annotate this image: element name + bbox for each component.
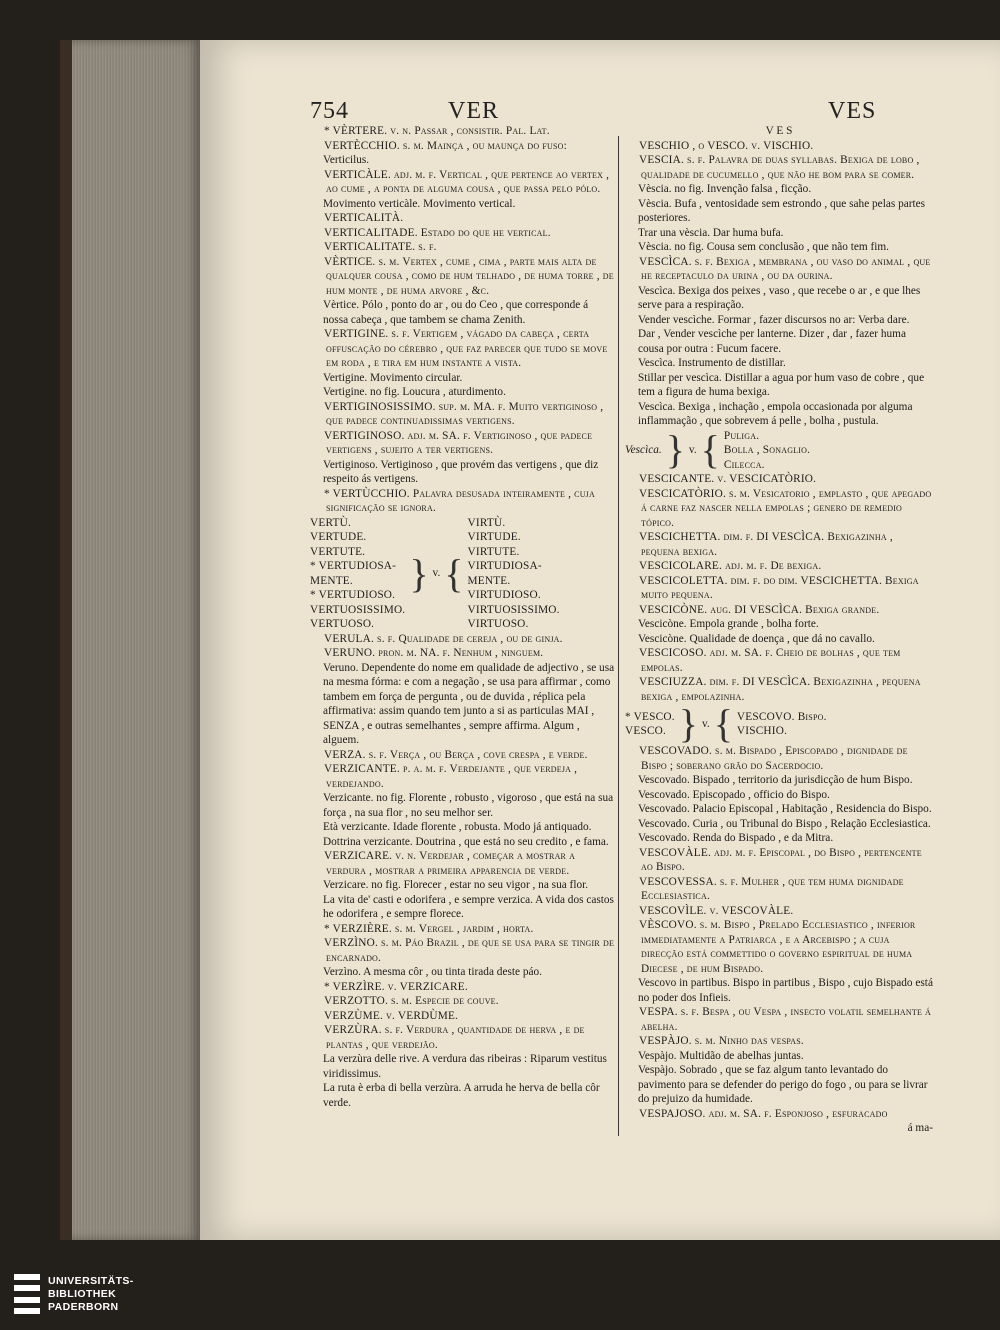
entry-sense: Vescovado. Bispado , territorio da jurisdicção de hum Bispo.	[638, 774, 913, 786]
entry-sense: La vita de' casti e odorifera , e sempre verzica. A vida dos castos he odorifera , e sempre florece.	[323, 893, 614, 920]
entry-sense: Stillar per vescìca. Distillar a agua por hum vaso de cobre , que tem a figura de huma bexiga.	[638, 371, 925, 398]
dictionary-entry: VESPÀJO. s. m. Ninho das vespas.	[639, 1035, 804, 1047]
entry-sense: Verzicante. no fig. Florente , robusto , vigoroso , que está na sua força , na sua flor , no seu melhor ser.	[323, 792, 614, 819]
entry-sense: Vertigine. no fig. Loucura , aturdimento.	[323, 386, 506, 398]
bracket-term: Cilecca.	[723, 458, 765, 471]
dictionary-entry: VERTICALITADE. Estado do que he vertical.	[324, 226, 551, 239]
entry-sense: Vertigine. Movimento circular.	[323, 371, 463, 384]
cross-reference-bracket	[625, 701, 933, 746]
entry-sense: Età verzicante. Idade florente , robusta. Modo já antiquado.	[323, 821, 592, 833]
brace-symbol: {	[713, 701, 733, 746]
bracket-see: v.	[432, 567, 441, 580]
page-number: 754	[310, 98, 349, 124]
bracket-term: * VESCO.	[625, 710, 675, 723]
bracket-group	[724, 429, 810, 473]
entry-sense: Vescovado. Renda do Bispado , e da Mitra.	[638, 832, 834, 844]
logo-line: UNIVERSITÄTS-	[48, 1274, 134, 1287]
bracket-group	[625, 710, 675, 739]
dictionary-entry: VERTIGINOSISSIMO. sup. m. MA. f. Muito vertiginoso , que padece continuadissimas vertigens.	[324, 400, 604, 427]
left-column	[310, 124, 616, 1110]
entry-sense: Movimento verticàle. Movimento vertical.	[323, 197, 516, 210]
dictionary-entry: VESCIA. s. f. Palavra de duas syllabas. Bexiga de lobo , qualidade de cucumello , que não he bom para se comer.	[639, 154, 920, 181]
bracket-term: VESCO.	[625, 725, 667, 737]
bracket-term: VERTUTE.	[310, 545, 366, 558]
dictionary-entry: * VERZÌRE. v. VERZICARE.	[324, 980, 468, 993]
dictionary-entry: VERZICANTE. p. a. m. f. Verdejante , que verdeja , verdejando.	[324, 763, 578, 790]
right-column	[625, 124, 933, 1136]
bracket-term: VIRTUTE.	[467, 545, 520, 558]
entry-sense: Vèscia. no fig. Cousa sem conclusão , que não tem fim.	[638, 241, 889, 253]
entry-sense: Vèrtice. Pólo , ponto do ar , ou do Ceo , que corresponde á nossa cabeça , que tambem se chama Zenith.	[323, 299, 589, 326]
entry-sense: Vèscia. no fig. Invenção falsa , ficção.	[638, 183, 812, 195]
dictionary-entry: VERTICALITÀ.	[324, 212, 404, 224]
right-running-head: VES	[828, 98, 877, 124]
logo-line: PADERBORN	[48, 1300, 119, 1313]
bracket-group	[737, 710, 827, 739]
dictionary-entry: VERTICÀLE. adj. m. f. Vertical , que pertence ao vertex , ao cume , a ponta de alguma cousa , que passa pelo pólo.	[324, 168, 610, 195]
library-logo	[14, 1274, 134, 1314]
dictionary-entry: VESCICATÒRIO. s. m. Vesicatorio , emplasto , que apegado á carne faz nascer nella empolas ; genero de remedio tópico.	[639, 487, 932, 529]
dictionary-entry: VERZOTTO. s. m. Especie de couve.	[324, 995, 499, 1007]
catchword: á ma-	[907, 1122, 933, 1134]
entry-sense: Vescìca. Bexiga dos peixes , vaso , que recebe o ar , e que lhes serve para a respiração.	[638, 284, 921, 311]
bracket-term: VERTUDE.	[310, 531, 367, 543]
dictionary-entry: * VÈRTERE. v. n. Passar , consistir. Pal. Lat.	[324, 125, 550, 137]
dictionary-entry: * VERTÙCCHIO. Palavra desusada inteiramente , cuja significação se ignora.	[324, 487, 595, 514]
bracket-term: * VERTUDIOSO.	[310, 589, 396, 601]
dictionary-entry: VERTIGINOSO. adj. m. SA. f. Vertiginoso , que padece vertigens , sujeito a ter vertigens.	[324, 429, 593, 456]
dictionary-entry: VESCOVADO. s. m. Bispado , Episcopado , dignidade de Bispo ; soberano grão do Sacerdocio.	[639, 745, 908, 772]
brace-symbol: {	[700, 427, 720, 473]
bracket-term: Bolla , Sonaglio.	[723, 444, 811, 456]
entry-sense: Vespàjo. Sobrado , que se faz algum tanto levantado do pavimento para se defender do perigo do fogo , ou para se livrar do prejuizo da humidade.	[638, 1064, 928, 1105]
bracket-term: Puliga.	[723, 429, 760, 442]
entry-sense: La verzùra delle rive. A verdura das ribeiras : Riparum vestitus viridissimus.	[323, 1053, 607, 1080]
dictionary-entry: VERUNO. pron. m. NA. f. Nenhum , ninguem.	[324, 647, 544, 659]
entry-sense: Vender vescìche. Formar , fazer discursos no ar: Verba dare.	[638, 313, 910, 326]
bracket-group	[310, 516, 405, 632]
entry-sense: Dottrina verzicante. Doutrina , que está no seu credito , e fama.	[323, 835, 609, 848]
bracket-group	[468, 516, 560, 632]
dictionary-entry: VESCIUZZA. dim. f. DI VESCÌCA. Bexigazinha , pequena bexiga , empolazinha.	[639, 676, 921, 703]
logo-line: BIBLIOTHEK	[48, 1287, 117, 1300]
dictionary-entry: VESCICOSO. adj. m. SA. f. Cheio de bolhas , que tem empolas.	[639, 647, 901, 674]
entry-sense: Vescìca. Instrumento de distillar.	[638, 357, 786, 369]
brace-symbol: }	[678, 701, 698, 746]
bracket-see: v.	[701, 717, 710, 730]
entry-sense: Veruno. Dependente do nome em qualidade de adjectivo , se usa na mesma fórma: e com a negação , se usa para affirmar , como tambem em força de pergunta , ou de duvida , réplica pela affirmativa: assim quando tem junto a si as particulas MAI , SENZA , e outras semelhantes , sempre affirma. Algum , alguem.	[323, 661, 615, 746]
bracket-term: MENTE.	[310, 574, 353, 587]
bracket-term: VERTUOSO.	[310, 618, 375, 630]
dictionary-entry: VESCHIO , o VESCO. v. VISCHIO.	[639, 139, 814, 152]
cover-edge	[60, 40, 72, 1240]
entry-sense: Vertiginoso. Vertiginoso , que provém das vertigens , que diz respeito ás vertigens.	[323, 458, 599, 485]
entry-sense: La ruta è erba di bella verzùra. A arruda he herva de bella côr verde.	[323, 1082, 600, 1109]
dictionary-entry: VERZA. s. f. Verça , ou Berça , cove crespa , e verde.	[324, 748, 588, 761]
entry-sense: Vespàjo. Multidão de abelhas juntas.	[638, 1049, 804, 1062]
dictionary-entry: VESPA. s. f. Bespa , ou Vespa , insecto volatil semelhante á abelha.	[639, 1006, 932, 1033]
dictionary-entry: VESPAJOSO. adj. m. SA. f. Esponjoso , esfuracado	[639, 1107, 888, 1120]
dictionary-entry: VESCOVESSA. s. f. Mulher , que tem huma dignidade Ecclesiastica.	[639, 875, 904, 902]
entry-sense: Verzicare. no fig. Florecer , estar no seu vigor , na sua flor.	[323, 879, 589, 891]
dictionary-entry: VERULA. s. f. Qualidade de cereja , ou de ginja.	[324, 632, 563, 645]
entry-sense: Vèscia. Bufa , ventosidade sem estrondo , que sahe pelas partes posteriores.	[638, 197, 926, 224]
library-logo-text	[48, 1275, 134, 1314]
entry-sense: Verticilus.	[323, 154, 370, 166]
dictionary-entry: VESCICHETTA. dim. f. DI VESCÌCA. Bexigazinha , pequena bexiga.	[639, 531, 893, 558]
bracket-term: VISCHIO.	[736, 725, 788, 737]
bracket-term: * VERTUDIOSA-	[310, 560, 397, 572]
dictionary-entry: VESCICOLETTA. dim. f. do dim. VESCICHETTA. Bexiga muito pequena.	[639, 574, 919, 601]
column-rule	[618, 136, 619, 1136]
bracket-term: VIRTÙ.	[467, 516, 506, 529]
bracket-term: VESCOVO. Bispo.	[736, 710, 827, 723]
dictionary-entry: VESCÌCA. s. f. Bexiga , membrana , ou vaso do animal , que he receptaculo da urina , ou da ourina.	[639, 255, 931, 282]
dictionary-entry: VESCICANTE. v. VESCICATÒRIO.	[639, 473, 817, 485]
dictionary-page	[200, 40, 1000, 1240]
dictionary-entry: VERZÌNO. s. m. Páo Brazil , de que se usa para se tingir de encarnado.	[324, 937, 615, 964]
dictionary-entry: VERZICARE. v. n. Verdejar , começar a mostrar a verdura , mostrar a primeira apparencia de verde.	[324, 850, 576, 877]
dictionary-entry: VERZÙRA. s. f. Verdura , quantidade de herva , e de plantas , que verdejão.	[324, 1024, 585, 1051]
brace-symbol: }	[665, 427, 685, 473]
entry-sense: Vescovado. Episcopado , officio do Bispo.	[638, 788, 830, 801]
page-edges	[60, 40, 200, 1240]
dictionary-entry: VESCOVÀLE. adj. m. f. Episcopal , do Bispo , pertencente ao Bispo.	[639, 846, 922, 873]
bracket-term: MENTE.	[467, 574, 511, 587]
entry-sense: Vescovado. Palacio Episcopal , Habitação , Residencia do Bispo.	[638, 803, 932, 815]
bracket-term: VIRTUDIOSO.	[467, 589, 541, 601]
left-running-head: VER	[448, 98, 499, 124]
brace-symbol: }	[409, 550, 429, 596]
entry-sense: Vescicòne. Qualidade de doença , que dá no cavallo.	[638, 632, 875, 645]
entry-sense: Vescovado. Curia , ou Tribunal do Bispo , Relação Ecclesiastica.	[638, 817, 931, 830]
dictionary-entry: VERZÙME. v. VERDÙME.	[324, 1009, 459, 1022]
dictionary-entry: VÈSCOVO. s. m. Bispo , Prelado Ecclesiastico , inferior immediatamente a Patriarca , e a Arcebispo ; a cuja direcção está commettido o governo espiritual de huma Diecese , de hum Bispado.	[639, 919, 916, 975]
dictionary-entry: VÈRTICE. s. m. Vertex , cume , cima , parte mais alta de qualquer cousa , como de hum telhado , de huma torre , de hum monte , de huma arvore , &c.	[324, 255, 614, 297]
section-heading: V E S	[765, 125, 793, 137]
bracket-term: VIRTUDIOSA-	[467, 560, 542, 572]
bracket-term: VERTÙ.	[310, 516, 351, 529]
bracket-term: VIRTUDE.	[467, 531, 521, 543]
book	[60, 40, 1000, 1240]
dictionary-entry: VESCICÒNE. aug. DI VESCÌCA. Bexiga grande.	[639, 603, 880, 616]
bracket-see: v.	[688, 444, 697, 456]
bracket-group: Vescìca.	[625, 444, 662, 456]
entry-sense: Vescìca. Bexiga , inchação , empola occasionada por alguma inflammação , que sobrevem á pelle , bolha , pustula.	[638, 400, 913, 427]
dictionary-entry: VESCOVÌLE. v. VESCOVÀLE.	[639, 904, 794, 917]
bracket-term: VIRTUOSO.	[467, 618, 529, 630]
dictionary-entry: VESCICOLARE. adj. m. f. De bexiga.	[639, 560, 822, 572]
cross-reference-bracket	[310, 516, 616, 632]
dictionary-entry: * VERZIÈRE. s. m. Vergel , jardim , horta.	[324, 922, 534, 935]
library-logo-icon	[14, 1274, 40, 1314]
entry-sense: Trar una vèscia. Dar huma bufa.	[638, 226, 784, 239]
entry-sense: Dar , Vender vescìche per lanterne. Dizer , dar , fazer huma cousa por outra : Fucum facere.	[638, 328, 906, 355]
entry-sense: Verzìno. A mesma côr , ou tinta tirada deste páo.	[323, 966, 542, 978]
dictionary-entry: VERTIGINE. s. f. Vertigem , vágado da cabeça , certa offuscação do cérebro , que faz parecer que tudo se move em roda , e tira em hum instante a vista.	[324, 328, 608, 369]
dictionary-entry: VERTÈCCHIO. s. m. Mainça , ou maunça do fuso:	[324, 139, 567, 152]
brace-symbol: {	[444, 550, 464, 596]
entry-sense: Vescovo in partibus. Bispo in partibus , Bispo , cujo Bispado está no poder dos Infieis.	[638, 977, 933, 1004]
bracket-term: VERTUOSISSIMO.	[310, 603, 406, 616]
cross-reference-bracket	[625, 429, 933, 473]
entry-sense: Vescicòne. Empola grande , bolha forte.	[638, 618, 819, 630]
bracket-term: VIRTUOSISSIMO.	[467, 603, 560, 616]
dictionary-entry: VERTICALITATE. s. f.	[324, 241, 437, 253]
